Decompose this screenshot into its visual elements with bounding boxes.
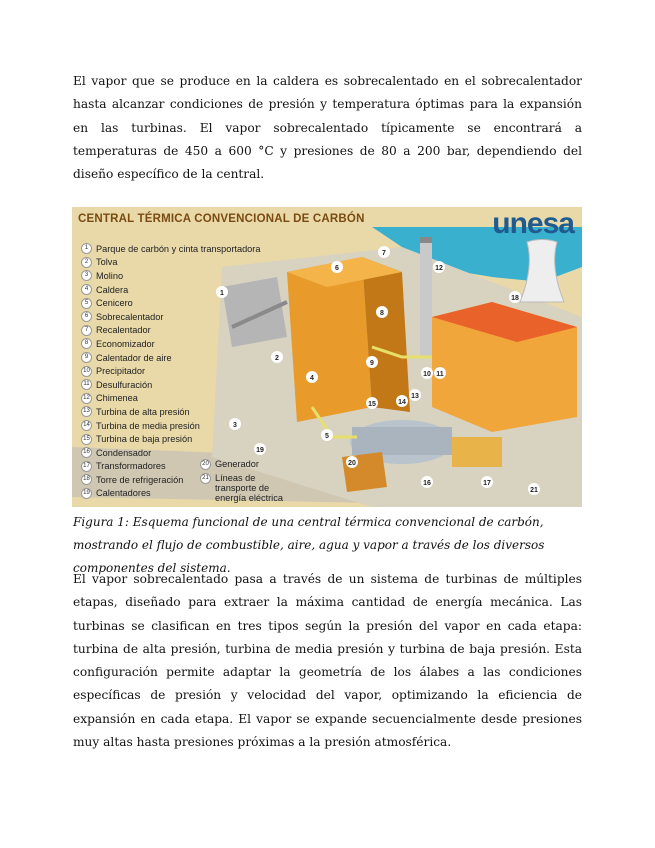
legend-number: 17 (81, 461, 92, 472)
legend-label: Economizador (96, 338, 155, 349)
legend-number: 7 (81, 325, 92, 336)
figure-title: CENTRAL TÉRMICA CONVENCIONAL DE CARBÓN (78, 213, 365, 225)
legend-item (81, 378, 260, 392)
callout-16: 16 (423, 480, 431, 487)
legend-label: Parque de carbón y cinta transportadora (96, 243, 261, 254)
legend-number: 20 (200, 459, 211, 470)
legend-number: 8 (81, 338, 92, 349)
legend-number: 11 (81, 379, 92, 390)
callout-15: 15 (368, 401, 376, 408)
legend-label: Calentador de aire (96, 352, 172, 363)
callout-9: 9 (370, 360, 374, 367)
legend-label: Sobrecalentador (96, 311, 164, 322)
legend-number: 5 (81, 298, 92, 309)
legend-label: Chimenea (96, 393, 138, 404)
callout-7: 7 (382, 250, 386, 257)
legend-item (81, 351, 260, 365)
legend-number: 14 (81, 420, 92, 431)
callout-4: 4 (310, 375, 314, 382)
power-plant-diagram (72, 207, 582, 507)
legend-label: Turbina de media presión (96, 420, 200, 431)
legend-number: 10 (81, 366, 92, 377)
legend-label: Desulfuración (96, 379, 153, 390)
callout-1: 1 (220, 290, 224, 297)
callout-6: 6 (335, 265, 339, 272)
callout-19: 19 (256, 447, 264, 454)
legend-item (81, 337, 260, 351)
legend-item (81, 405, 260, 419)
legend-label: Líneas de transporte de energía eléctrica (215, 473, 283, 503)
legend-item (81, 242, 260, 256)
legend-label: Precipitador (96, 366, 146, 377)
callout-10: 10 (423, 371, 431, 378)
callout-3: 3 (233, 422, 237, 429)
callout-18: 18 (511, 295, 519, 302)
legend-number: 3 (81, 270, 92, 281)
paragraph-superheated-steam: El vapor que se produce en la caldera es sobrecalentado en el sobrecalentador hasta alcanzar condiciones de presión y temperatura óptimas para la expansión en las turbinas. El vapor sobrecalentado típicamente se encontrará a temperaturas de 450 a 600 °C y presiones de 80 a 200 bar, dependiendo del diseño específico de la central. (73, 74, 582, 182)
legend-item (81, 296, 260, 310)
legend-item (81, 419, 260, 433)
callout-2: 2 (275, 355, 279, 362)
legend-label: Tolva (96, 257, 118, 268)
callout-13: 13 (411, 393, 419, 400)
legend-number: 16 (81, 447, 92, 458)
legend-item (81, 310, 260, 324)
legend-item (81, 269, 260, 283)
legend-label: Molino (96, 270, 124, 281)
callout-11: 11 (436, 371, 444, 378)
legend-number: 15 (81, 434, 92, 445)
figure-caption: Figura 1: Esquema funcional de una central térmica convencional de carbón, mostrando el flujo de combustible, aire, agua y vapor a través de los diversos componentes del sistema. (73, 515, 545, 575)
legend-number: 13 (81, 406, 92, 417)
legend-label: Cenicero (96, 298, 133, 309)
legend-label: Transformadores (96, 461, 166, 472)
legend-label: Recalentador (96, 325, 151, 336)
legend-number: 12 (81, 393, 92, 404)
legend-label: Calentadores (96, 488, 151, 499)
callout-8: 8 (380, 310, 384, 317)
legend-item (81, 446, 260, 460)
legend-item (81, 324, 260, 338)
legend-label: Turbina de alta presión (96, 406, 190, 417)
legend-number: 9 (81, 352, 92, 363)
legend-number: 2 (81, 257, 92, 268)
legend-label: Generador (215, 459, 259, 469)
legend-label: Torre de refrigeración (96, 474, 184, 485)
legend-number: 18 (81, 474, 92, 485)
callout-12: 12 (435, 265, 443, 272)
legend-label: Turbina de baja presión (96, 434, 193, 445)
callout-17: 17 (483, 480, 491, 487)
legend-number: 1 (81, 243, 92, 254)
legend-item (81, 283, 260, 297)
legend-number: 4 (81, 284, 92, 295)
legend-label: Caldera (96, 284, 129, 295)
paragraph-turbines: El vapor sobrecalentado pasa a través de un sistema de turbinas de múltiples etapas, diseñado para extraer la máxima cantidad de energía mecánica. Las turbinas se clasifican en tres tipos según la presión del vapor en cada etapa: turbina de alta presión, turbina de media presión y turbina de baja presión. Esta configuración permite adaptar la geometría de los álabes a las condiciones específicas de presión y velocidad del vapor, optimizando la eficiencia de expansión en cada etapa. El vapor se expande secuencialmente desde presiones muy altas hasta presiones próximas a la presión atmosférica. (73, 572, 582, 750)
unesa-logo: unesa (492, 207, 574, 240)
legend-item (81, 256, 260, 270)
callout-5: 5 (325, 433, 329, 440)
legend-number: 19 (81, 488, 92, 499)
legend-item (81, 432, 260, 446)
callout-14: 14 (398, 399, 406, 406)
legend-item (81, 364, 260, 378)
figure-legend-extra (200, 459, 295, 506)
legend-item (200, 473, 295, 503)
legend-item (200, 459, 295, 470)
callout-21: 21 (530, 487, 538, 494)
legend-number: 6 (81, 311, 92, 322)
legend-number: 21 (200, 473, 211, 484)
legend-item (81, 392, 260, 406)
legend-label: Condensador (96, 447, 152, 458)
callout-20: 20 (348, 460, 356, 467)
